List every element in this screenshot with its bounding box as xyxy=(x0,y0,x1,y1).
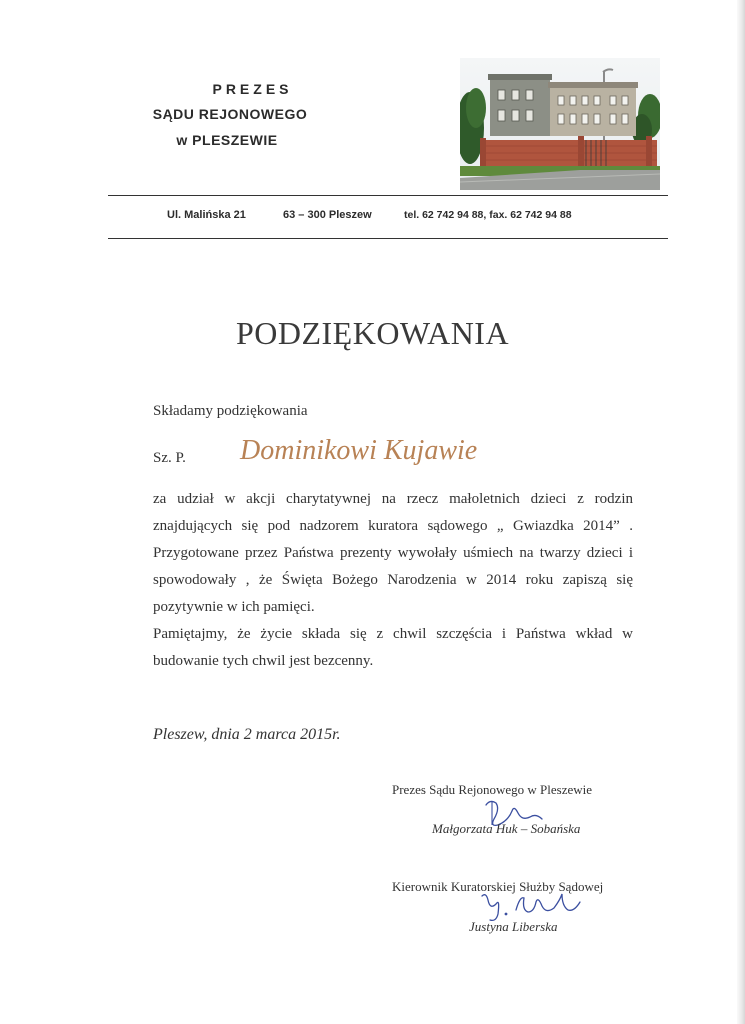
signatory-name: Justyna Liberska xyxy=(469,919,558,934)
signatory-title: Prezes Sądu Rejonowego w Pleszewie xyxy=(392,782,593,797)
place-and-date: Pleszew, dnia 2 marca 2015r. xyxy=(153,726,341,743)
page-edge-shadow xyxy=(737,0,745,1024)
signatory-name: Małgorzata Huk – Sobańska xyxy=(432,821,581,836)
recipient-name: Dominikowi Kujawie xyxy=(240,435,478,466)
letterhead-line-3: w PLESZEWIE xyxy=(176,132,278,148)
signatory-title: Kierownik Kuratorskiej Służby Sądowej xyxy=(392,879,604,894)
address-city: 63 – 300 Pleszew xyxy=(283,209,372,221)
letter-body xyxy=(153,486,633,675)
letterhead-line-1: PREZES xyxy=(212,81,293,97)
document-title: PODZIĘKOWANIA xyxy=(235,315,510,351)
greeting-line: Składamy podziękowania xyxy=(153,403,308,419)
address-contact: tel. 62 742 94 88, fax. 62 742 94 88 xyxy=(404,209,572,221)
salutation: Sz. P. xyxy=(153,450,186,466)
body-paragraph: Pamiętajmy, że życie składa się z chwil szczęścia i Państwa wkład w budowanie tych chwil jest bezcenny. xyxy=(153,626,633,669)
letterhead-line-2: SĄDU REJONOWEGO xyxy=(152,106,308,122)
address-street: Ul. Malińska 21 xyxy=(167,209,246,221)
header-divider-bottom xyxy=(108,238,668,239)
header-divider-top xyxy=(108,195,668,196)
court-building-photo xyxy=(460,58,660,190)
body-paragraph: za udział w akcji charytatywnej na rzecz małoletnich dzieci z rodzin znajdujących się pod nadzorem kuratora sądowego „ Gwiazdka 2014” . Przygotowane przez Państwa prezenty wywołały uśmiech na twarzy dzieci i spowodowały , że Święta Bożego Narodzenia w 2014 roku zapiszą się pozytywnie w ich pamięci. xyxy=(153,491,633,615)
